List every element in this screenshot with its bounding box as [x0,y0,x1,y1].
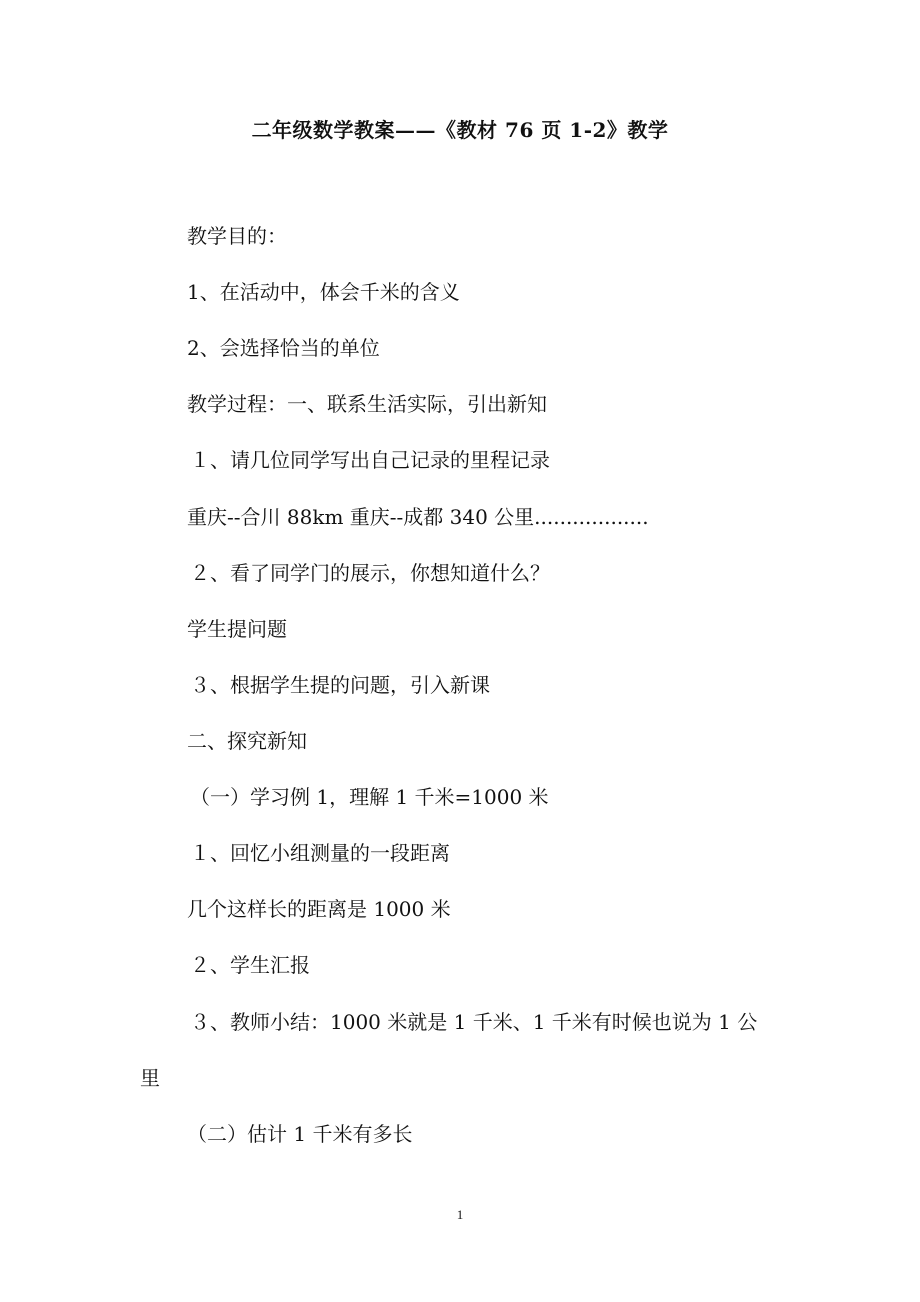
paragraph-distance-note: 几个这样长的距离是 1000 米 [187,897,451,921]
paragraph-section-2-heading: 二、探究新知 [187,729,307,753]
paragraph-summary-step: ３、教师小结：1000 米就是 1 千米、1 千米有时候也说为 1 公 [190,1010,758,1034]
paragraph-goal-1: 1、在活动中，体会千米的含义 [187,280,460,304]
paragraph-estimate-heading: （二）估计 1 千米有多长 [187,1122,413,1146]
paragraph-summary-continuation: 里 [140,1066,160,1090]
paragraph-step-1: １、请几位同学写出自己记录的里程记录 [190,448,550,472]
paragraph-step-3: ３、根据学生提的问题，引入新课 [190,673,490,697]
paragraph-recall-step: １、回忆小组测量的一段距离 [190,841,450,865]
paragraph-goal-2: 2、会选择恰当的单位 [187,336,380,360]
paragraph-step-2: ２、看了同学门的展示，你想知道什么？ [190,561,550,585]
paragraph-process-heading: 教学过程：一、联系生活实际，引出新知 [187,392,547,416]
paragraph-student-questions: 学生提问题 [187,617,287,641]
paragraph-mileage-example: 重庆--合川 88km 重庆--成都 340 公里.................. [187,505,649,529]
paragraph-teaching-goal-heading: 教学目的： [187,224,287,248]
page-number: 1 [456,1207,464,1222]
paragraph-example-1-heading: （一）学习例 1，理解 1 千米=1000 米 [190,785,549,809]
paragraph-report-step: ２、学生汇报 [190,953,310,977]
document-title: 二年级数学教案——《教材 76 页 1-2》教学 [251,118,669,142]
